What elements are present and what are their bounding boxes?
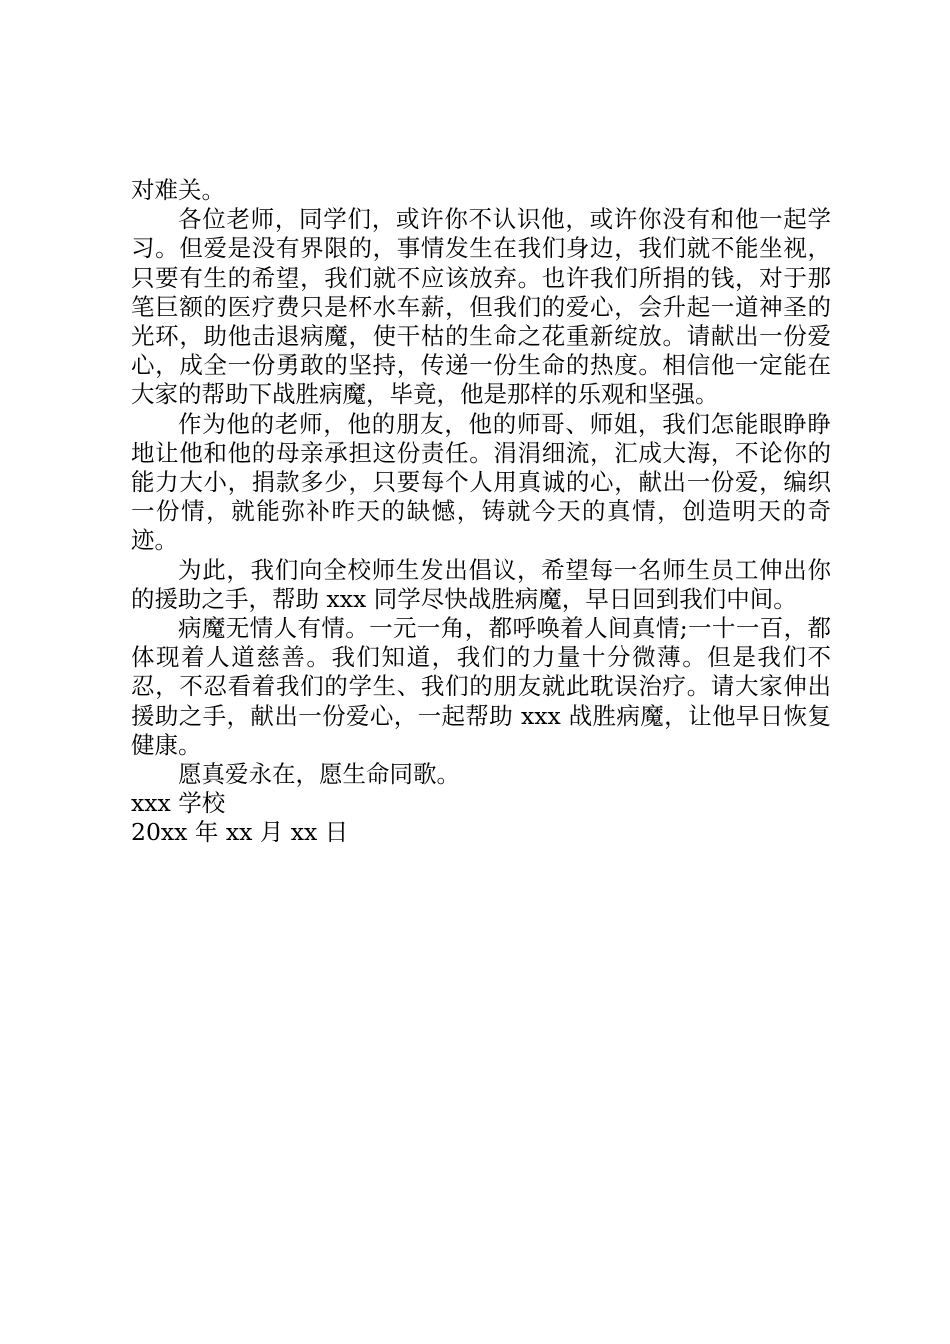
paragraph-appeal: 各位老师，同学们，或许你不认识他，或许你没有和他一起学习。但爱是没有界限的，事情发生在我们身边，我们就不能坐视，只要有生的希望，我们就不应该放弃。也许我们所捐的钱，对于那笔巨额的医疗费只是杯水车薪，但我们的爱心，会升起一道神圣的光环，助他击退病魔，使干枯的生命之花重新绽放。请献出一份爱心，成全一份勇敢的坚持，传递一份生命的热度。相信他一定能在大家的帮助下战胜病魔，毕竟，他是那样的乐观和坚强。 — [131, 205, 831, 409]
paragraph-responsibility: 作为他的老师，他的朋友，他的师哥、师姐，我们怎能眼睁睁地让他和他的母亲承担这份责任。涓涓细流，汇成大海，不论你的能力大小，捐款多少，只要每个人用真诚的心，献出一份爱，编织一份情，就能弥补昨天的缺憾，铸就今天的真情，创造明天的奇迹。 — [131, 409, 831, 555]
signature-date: 20xx 年 xx 月 xx 日 — [131, 818, 349, 847]
paragraph-continuation: 对难关。 — [131, 176, 225, 204]
document-body — [131, 176, 831, 848]
paragraph-proposal: 为此，我们向全校师生发出倡议，希望每一名师生员工伸出你的援助之手，帮助 xxx 同学尽快战胜病魔，早日回到我们中间。 — [131, 555, 831, 613]
signature-school: xxx 学校 — [131, 789, 226, 818]
paragraph-closing-wish: 愿真爱永在，愿生命同歌。 — [178, 760, 460, 789]
paragraph-compassion: 病魔无情人有情。一元一角，都呼唤着人间真情;一十一百，都体现着人道慈善。我们知道，我们的力量十分微薄。但是我们不忍，不忍看着我们的学生、我们的朋友就此耽误治疗。请大家伸出援助之手，献出一份爱心，一起帮助 xxx 战胜病魔，让他早日恢复健康。 — [131, 614, 831, 759]
